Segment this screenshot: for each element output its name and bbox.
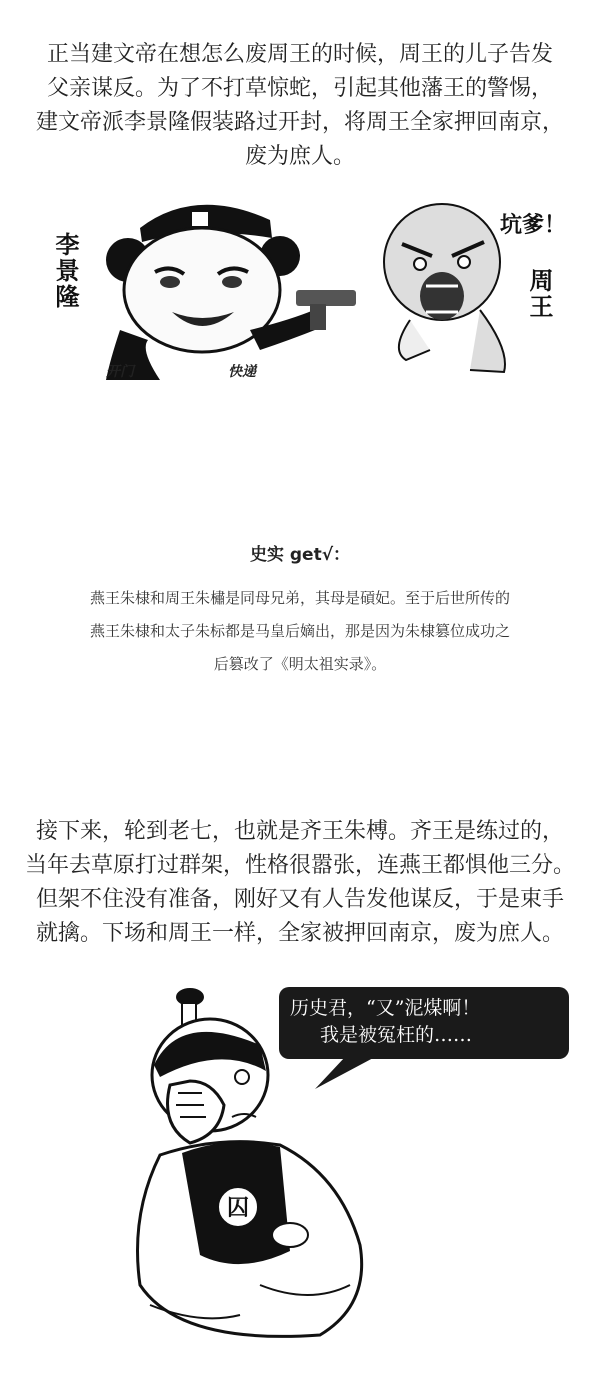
qi-wang-paragraph: [0, 815, 600, 951]
comic-panel-li-zhou: [40, 190, 580, 390]
fact-line: 后篡改了《明太祖实录》。: [213, 655, 387, 673]
intro-paragraph: [0, 38, 600, 174]
prisoner-badge-text: 囚: [226, 1195, 250, 1221]
intro-line: 父亲谋反。为了不打草惊蛇，引起其他藩王的警惕，: [46, 76, 553, 101]
intro-line: 正当建文帝在想怎么废周王的时候，周王的儿子告发: [46, 42, 553, 67]
exclaim-label: 坑爹！: [500, 212, 567, 238]
panda-police-meme-illustration: [100, 190, 360, 380]
para2-line: 就擒。下场和周王一样，全家被押回南京，废为庶人。: [35, 921, 564, 946]
intro-line: 废为庶人。: [244, 144, 355, 169]
express-label: 快递: [228, 364, 256, 380]
fact-title: 史实 get√：: [249, 545, 351, 565]
screaming-zhou-wang-illustration: [380, 200, 520, 380]
comic-panel-crying-prisoner: [120, 975, 580, 1370]
zhou-wang-label: 周王: [525, 268, 554, 320]
li-jinglong-label: 李景隆: [51, 232, 80, 310]
fact-paragraph: [0, 582, 600, 681]
para2-line: 当年去草原打过群架，性格很嚣张，连燕王都惧他三分。: [24, 853, 575, 878]
crying-prisoner-illustration: [120, 985, 380, 1355]
fact-line: 燕王朱棣和周王朱橚是同母兄弟，其母是碽妃。至于后世所传的: [89, 589, 510, 607]
bubble-line-1: 历史君，“又”泥煤啊！: [290, 997, 481, 1019]
bubble-line-2: 我是被冤枉的……: [320, 1024, 473, 1046]
fact-line: 燕王朱棣和太子朱标都是马皇后嫡出，那是因为朱棣篡位成功之: [89, 622, 510, 640]
para2-line: 接下来，轮到老七，也就是齐王朱榑。齐王是练过的，: [35, 819, 564, 844]
para2-line: 但架不住没有准备，刚好又有人告发他谋反，于是束手: [35, 887, 564, 912]
intro-line: 建文帝派李景隆假装路过开封，将周王全家押回南京，: [35, 110, 564, 135]
door-label: 开门: [106, 364, 134, 380]
